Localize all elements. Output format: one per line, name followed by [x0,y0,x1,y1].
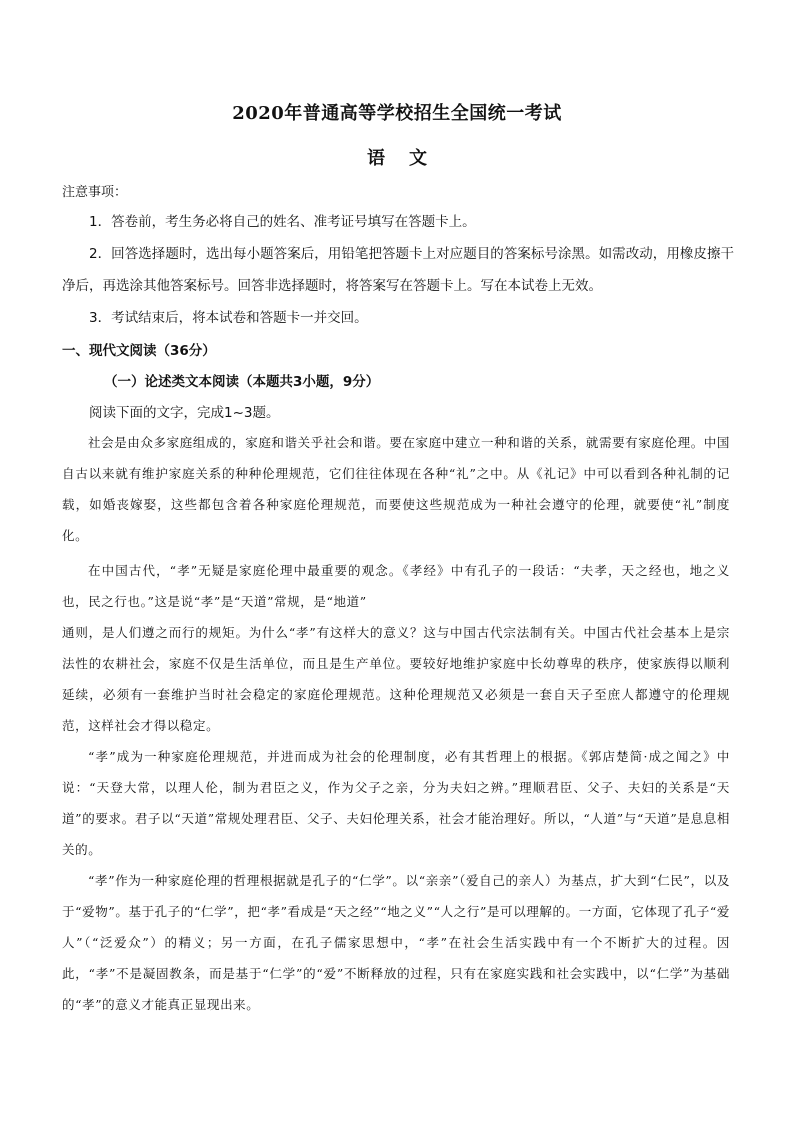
passage-paragraph-3: “孝”成为一种家庭伦理规范，并进而成为社会的伦理制度，必有其哲理上的根据。《郭店楚简·成之闻之》中说：“天登大常，以理人伦，制为君臣之义，作为父子之亲，分为夫妇之辨。”理顺君臣、父子、夫妇的关系是“天道”的要求。君子以“天道”常规处理君臣、父子、夫妇伦理关系，社会才能治理好。所以，“人道”与“天道”是息息相关的。 [62,749,730,857]
section-heading: 一、现代文阅读（36分） [62,343,216,359]
section-subheading: （一）论述类文本阅读（本题共3小题，9分） [104,374,380,390]
note-item-2: 2．回答选择题时，选出每小题答案后，用铅笔把答题卡上对应题目的答案标号涂黑。如需改动，用橡皮擦干净后，再选涂其他答案标号。回答非选择题时，将答案写在答题卡上。写在本试卷上无效。 [62,246,734,294]
passage-paragraph-2-part-1: 在中国古代，“孝”无疑是家庭伦理中最重要的观念。《孝经》中有孔子的一段话：“夫孝，天之经也，地之义也，民之行也。”这是说“孝”是“天道”常规，是“地道” [62,563,730,609]
passage-paragraph-1: 社会是由众多家庭组成的，家庭和谐关乎社会和谐。要在家庭中建立一种和谐的关系，就需要有家庭伦理。中国自古以来就有维护家庭关系的种种伦理规范，它们往往体现在各种“礼”之中。从《礼记》中可以看到各种礼制的记载，如婚丧嫁娶，这些都包含着各种家庭伦理规范，而要使这些规范成为一种社会遵守的伦理，就要使“礼”制度化。 [62,435,730,543]
reading-instruction: 阅读下面的文字，完成1~3题。 [89,405,280,421]
exam-subject: 语文 [367,148,451,169]
passage-paragraph-4: “孝”作为一种家庭伦理的哲理根据就是孔子的“仁学”。以“亲亲”（爱自己的亲人）为基点，扩大到“仁民”，以及于“爱物”。基于孔子的“仁学”，把“孝”看成是“天之经”“地之义”“人之行”是可以理解的。一方面，它体现了孔子“爱人”（“泛爱众”）的精义；另一方面，在孔子儒家思想中，“孝”在社会生活实践中有一个不断扩大的过程。因此，“孝”不是凝固教条，而是基于“仁学”的“爱”不断释放的过程，只有在家庭实践和社会实践中，以“仁学”为基础的“孝”的意义才能真正显现出来。 [62,873,730,1012]
note-item-1: 1．答卷前，考生务必将自己的姓名、准考证号填写在答题卡上。 [89,214,476,230]
notes-heading: 注意事项： [62,185,128,200]
exam-title: 2020年普通高等学校招生全国统一考试 [232,103,562,124]
passage-paragraph-2-part-2: 通则，是人们遵之而行的规矩。为什么“孝”有这样大的意义？这与中国古代宗法制有关。中国古代社会基本上是宗法性的农耕社会，家庭不仅是生活单位，而且是生产单位。要较好地维护家庭中长幼尊卑的秩序，使家族得以顺利延续，必须有一套维护当时社会稳定的家庭伦理规范。这种伦理规范又必须是一套自天子至庶人都遵守的伦理规范，这样社会才得以稳定。 [62,625,730,733]
note-item-3: 3．考试结束后，将本试卷和答题卡一并交回。 [89,310,368,326]
notes-block [62,180,734,334]
